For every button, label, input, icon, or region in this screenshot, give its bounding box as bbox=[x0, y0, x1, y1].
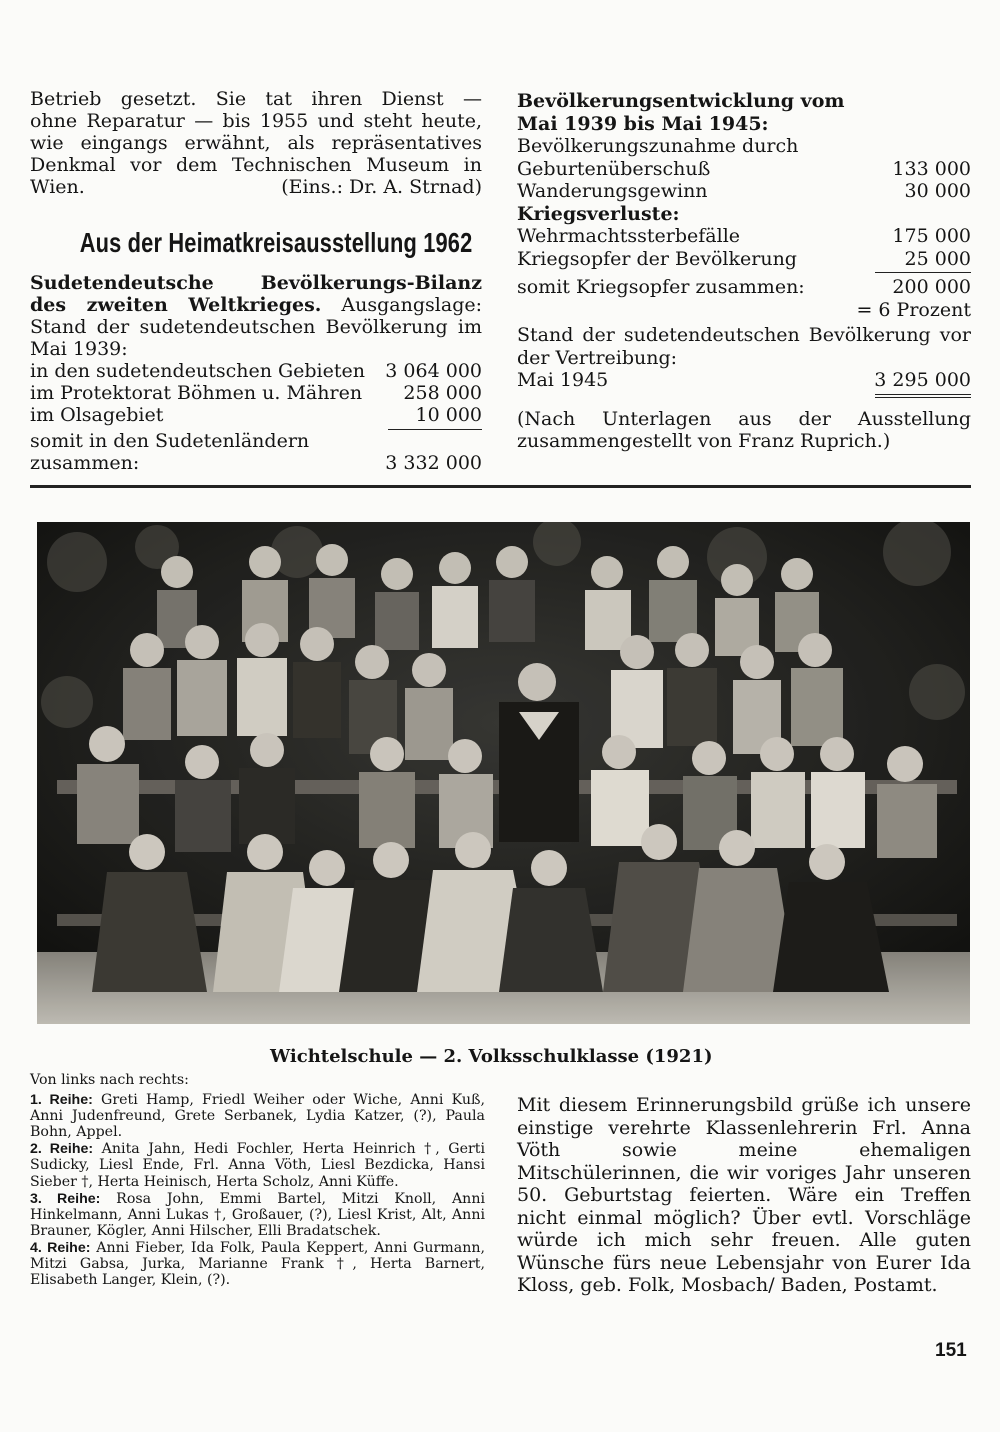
names-row bbox=[30, 1092, 485, 1140]
photo-caption: Wichtelschule — 2. Volksschulklasse (1921) bbox=[270, 1046, 713, 1067]
population-row bbox=[30, 360, 482, 382]
intro-line-3: wie eingangs erwähnt, als repräsentatives bbox=[30, 132, 482, 154]
names-row bbox=[30, 1191, 485, 1239]
sum-label-1: somit in den Sudetenländern bbox=[30, 430, 310, 452]
zunahme-label: Bevölkerungszunahme durch bbox=[517, 135, 799, 157]
row-label: im Protektorat Böhmen u. Mähren bbox=[30, 382, 363, 404]
row-label: 1. Reihe: bbox=[30, 1092, 93, 1109]
sum-value: 3 332 000 bbox=[385, 452, 482, 474]
class-photo bbox=[37, 522, 970, 1024]
stand-text: Stand der sudetendeutschen Bevölkerung vor der Vertreibung: bbox=[517, 324, 971, 369]
row-names: Rosa John, Emmi Bartel, Mitzi Knoll, Anni Hinkelmann, Anni Lukas †, Großauer, (?), Liesl Krist, Alt, Anni Brauner, Kögler, Anni Hilscher, Elli Bradatschek. bbox=[30, 1190, 485, 1239]
verluste-title: Kriegsverluste: bbox=[517, 202, 680, 225]
names-intro: Von links nach rechts: bbox=[30, 1072, 189, 1088]
zunahme-row bbox=[517, 180, 971, 203]
row-value: 3 064 000 bbox=[385, 360, 482, 382]
bilanz-title: Sudetendeutsche Bevölkerungs-Bilanz des zweiten Weltkrieges. bbox=[30, 272, 482, 316]
row-names: Greti Hamp, Friedl Weiher oder Wiche, Anni Kuß, Anni Judenfreund, Grete Serbanek, Lydia Katzer, (?), Paula Bohn, Appel. bbox=[30, 1092, 486, 1141]
section-divider bbox=[30, 485, 971, 488]
row-value: 10 000 bbox=[415, 404, 482, 426]
names-list bbox=[30, 1072, 485, 1289]
row-value: 258 000 bbox=[403, 382, 482, 404]
sum-label-2: zusammen: bbox=[30, 452, 140, 474]
mai-label: Mai 1945 bbox=[517, 369, 609, 391]
somit-row bbox=[517, 276, 971, 299]
prozent-line: = 6 Prozent bbox=[856, 298, 971, 321]
row-label: Wanderungsgewinn bbox=[517, 180, 708, 202]
source-note: (Nach Unterlagen aus der Ausstellung zusammengestellt von Franz Ruprich.) bbox=[517, 407, 971, 452]
development-title-1: Bevölkerungsentwicklung vom bbox=[517, 90, 845, 112]
left-column bbox=[30, 88, 482, 474]
row-value: 175 000 bbox=[892, 225, 971, 247]
mai-value: 3 295 000 bbox=[874, 369, 971, 391]
row-label: Geburtenüberschuß bbox=[517, 157, 711, 180]
double-rule bbox=[875, 394, 971, 398]
class-photo-image bbox=[37, 522, 970, 1024]
row-label: Wehrmachtssterbefälle bbox=[517, 225, 741, 247]
row-label: Kriegsopfer der Bevölkerung bbox=[517, 247, 797, 270]
somit-value: 200 000 bbox=[892, 276, 971, 298]
sum-rule bbox=[875, 272, 971, 273]
zunahme-row bbox=[517, 158, 971, 181]
population-row bbox=[30, 404, 482, 426]
row-value: 25 000 bbox=[904, 247, 971, 270]
population-row bbox=[30, 382, 482, 404]
author-signature: (Eins.: Dr. A. Strnad) bbox=[281, 176, 482, 198]
page-number: 151 bbox=[935, 1340, 967, 1361]
row-label: im Olsagebiet bbox=[30, 404, 164, 426]
row-label: in den sudetendeutschen Gebieten bbox=[30, 360, 365, 382]
right-column bbox=[517, 90, 971, 453]
section-heading: Aus der Heimatkreisausstellung 1962 bbox=[79, 227, 473, 258]
row-names: Anita Jahn, Hedi Fochler, Herta Heinrich †, Gerti Sudicky, Liesl Ende, Frl. Anna Vöth, Liesl Bezdicka, Hansi Sieber †, Herta Heinisch, Herta Scholz, Anni Küffe. bbox=[30, 1141, 486, 1190]
row-names: Anni Fieber, Ida Folk, Paula Keppert, Anni Gurmann, Mitzi Gabsa, Jurka, Marianne Frank †, Herta Barnert, Elisabeth Langer, Klein, (?). bbox=[30, 1239, 485, 1289]
row-label: 2. Reihe: bbox=[30, 1141, 94, 1158]
bilanz-paragraph bbox=[30, 272, 482, 360]
bilanz-text: Ausgangslage: Stand der sudetendeutschen Bevölkerung im Mai 1939: bbox=[30, 294, 482, 360]
row-label: 4. Reihe: bbox=[30, 1239, 91, 1256]
row-label: 3. Reihe: bbox=[30, 1190, 101, 1207]
names-row bbox=[30, 1141, 485, 1189]
mai-row bbox=[517, 369, 971, 392]
intro-line-1: Betrieb gesetzt. Sie tat ihren Dienst — bbox=[30, 88, 482, 110]
names-row bbox=[30, 1240, 485, 1288]
sum-row bbox=[30, 452, 482, 474]
signature-line bbox=[30, 176, 482, 198]
row-value: 133 000 bbox=[892, 157, 971, 180]
verluste-row bbox=[517, 248, 971, 271]
intro-last-word: Wien. bbox=[30, 176, 85, 198]
row-value: 30 000 bbox=[904, 180, 971, 202]
intro-line-2: ohne Reparatur — bis 1955 und steht heute, bbox=[30, 110, 482, 132]
greeting-letter: Mit diesem Erinnerungsbild grüße ich unsere einstige verehrte Klassenlehrerin Frl. Anna Vöth sowie meine ehemaligen Mitschülerinnen, die wir voriges Jahr unseren 50. Geburtstag feierten. Wäre ein Treffen nicht einmal möglich? Über evtl. Vorschläge würde ich mich sehr freuen. Alle guten Wünsche fürs neue Lebensjahr von Eurer Ida Kloss, geb. Folk, Mosbach/ Baden, Postamt. bbox=[517, 1094, 971, 1296]
development-title-2: Mai 1939 bis Mai 1945: bbox=[517, 112, 769, 135]
somit-label: somit Kriegsopfer zusammen: bbox=[517, 276, 805, 298]
intro-line-4: Denkmal vor dem Technischen Museum in bbox=[30, 154, 482, 176]
verluste-row bbox=[517, 225, 971, 248]
